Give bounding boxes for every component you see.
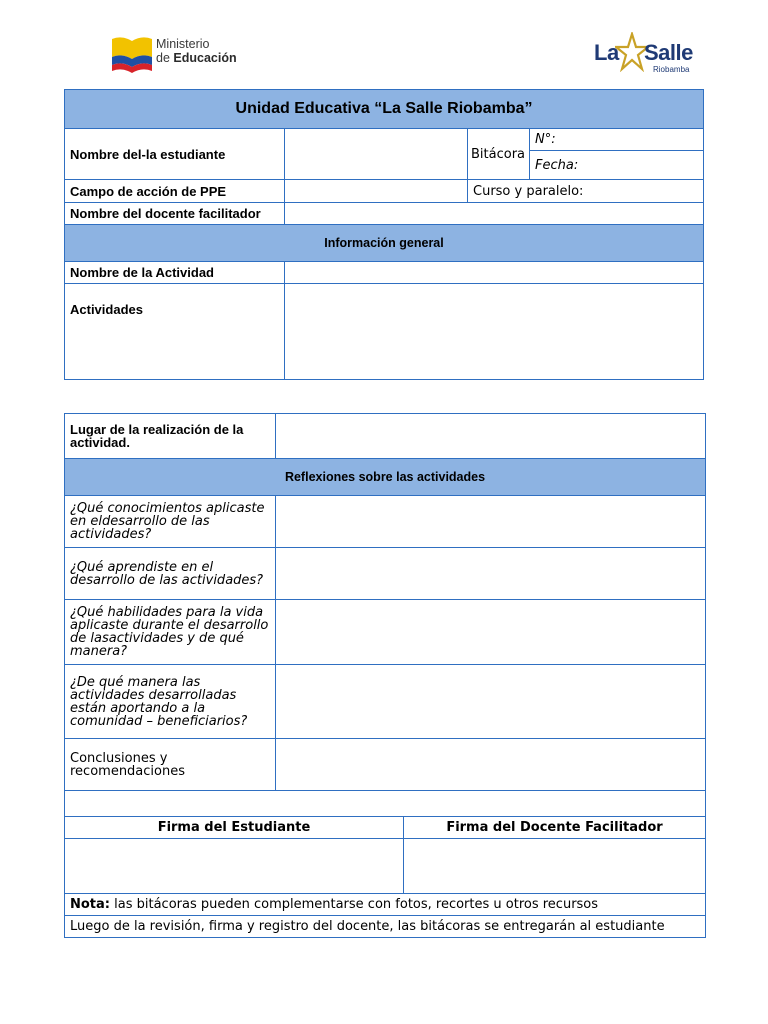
activity-name-label: Nombre de la Actividad [65, 262, 285, 284]
answer-3-field[interactable] [276, 600, 706, 665]
lasalle-salle: Salle [644, 40, 693, 65]
bitacora-label: Bitácora [468, 129, 530, 180]
activity-name-field[interactable] [285, 262, 704, 284]
ministerio-line2-prefix: de [156, 51, 174, 65]
spacer-row [65, 791, 706, 817]
question-1: ¿Qué conocimientos aplicaste en eldesarrollo de las actividades? [65, 496, 276, 548]
course-label: Curso y paralelo: [473, 183, 584, 199]
teacher-name-field[interactable] [285, 203, 704, 225]
note-row [65, 894, 706, 916]
ministerio-line2-bold: Educación [173, 51, 237, 65]
lasalle-la: La [594, 40, 619, 65]
number-field[interactable] [530, 129, 704, 151]
answer-4-field[interactable] [276, 665, 706, 739]
answer-1-field[interactable] [276, 496, 706, 548]
activities-label: Actividades [65, 284, 285, 380]
student-signature-label: Firma del Estudiante [65, 817, 404, 839]
number-label: N°: [535, 132, 556, 147]
teacher-signature-box[interactable] [404, 839, 706, 894]
date-field[interactable] [530, 151, 704, 180]
reflections-table [64, 413, 706, 938]
conclusions-field[interactable] [276, 739, 706, 791]
ecuador-flag-icon [110, 33, 154, 75]
student-name-field[interactable] [285, 129, 468, 180]
lasalle-riobamba: Riobamba [653, 65, 690, 74]
note-bold: Nota: [70, 897, 110, 912]
ministerio-educacion-logo [110, 33, 240, 79]
date-label: Fecha: [535, 157, 579, 173]
place-field[interactable] [276, 414, 706, 459]
la-salle-logo [592, 32, 707, 77]
reflections-title: Reflexiones sobre las actividades [284, 469, 486, 484]
form-title: Unidad Educativa “La Salle Riobamba” [235, 100, 533, 117]
question-4: ¿De qué manera las actividades desarrolladas están aportando a la comunidad – beneficiarios? [65, 665, 276, 739]
final-note: Luego de la revisión, firma y registro del docente, las bitácoras se entregarán al estudiante [65, 916, 706, 938]
note-text: las bitácoras pueden complementarse con fotos, recortes u otros recursos [110, 897, 599, 912]
question-2: ¿Qué aprendiste en el desarrollo de las actividades? [65, 548, 276, 600]
student-signature-box[interactable] [65, 839, 404, 894]
place-label: Lugar de la realización de la actividad. [65, 414, 276, 459]
general-info-header [65, 225, 704, 262]
general-info-title: Información general [324, 235, 444, 250]
ministerio-line1: Ministerio [156, 37, 210, 51]
activity-info-table [64, 89, 704, 380]
ministerio-logo-text [156, 37, 237, 65]
reflections-header [65, 459, 706, 496]
course-field[interactable] [468, 180, 704, 203]
question-3: ¿Qué habilidades para la vida aplicaste durante el desarrollo de lasactividades y de qué manera? [65, 600, 276, 665]
answer-2-field[interactable] [276, 548, 706, 600]
student-name-label: Nombre del-la estudiante [65, 129, 285, 180]
form-title-cell [65, 90, 704, 129]
teacher-name-label: Nombre del docente facilitador [65, 203, 285, 225]
conclusions-label: Conclusiones y recomendaciones [65, 739, 276, 791]
activities-field[interactable] [285, 284, 704, 380]
field-label: Campo de acción de PPE [65, 180, 285, 203]
field-value[interactable] [285, 180, 468, 203]
teacher-signature-label: Firma del Docente Facilitador [404, 817, 706, 839]
